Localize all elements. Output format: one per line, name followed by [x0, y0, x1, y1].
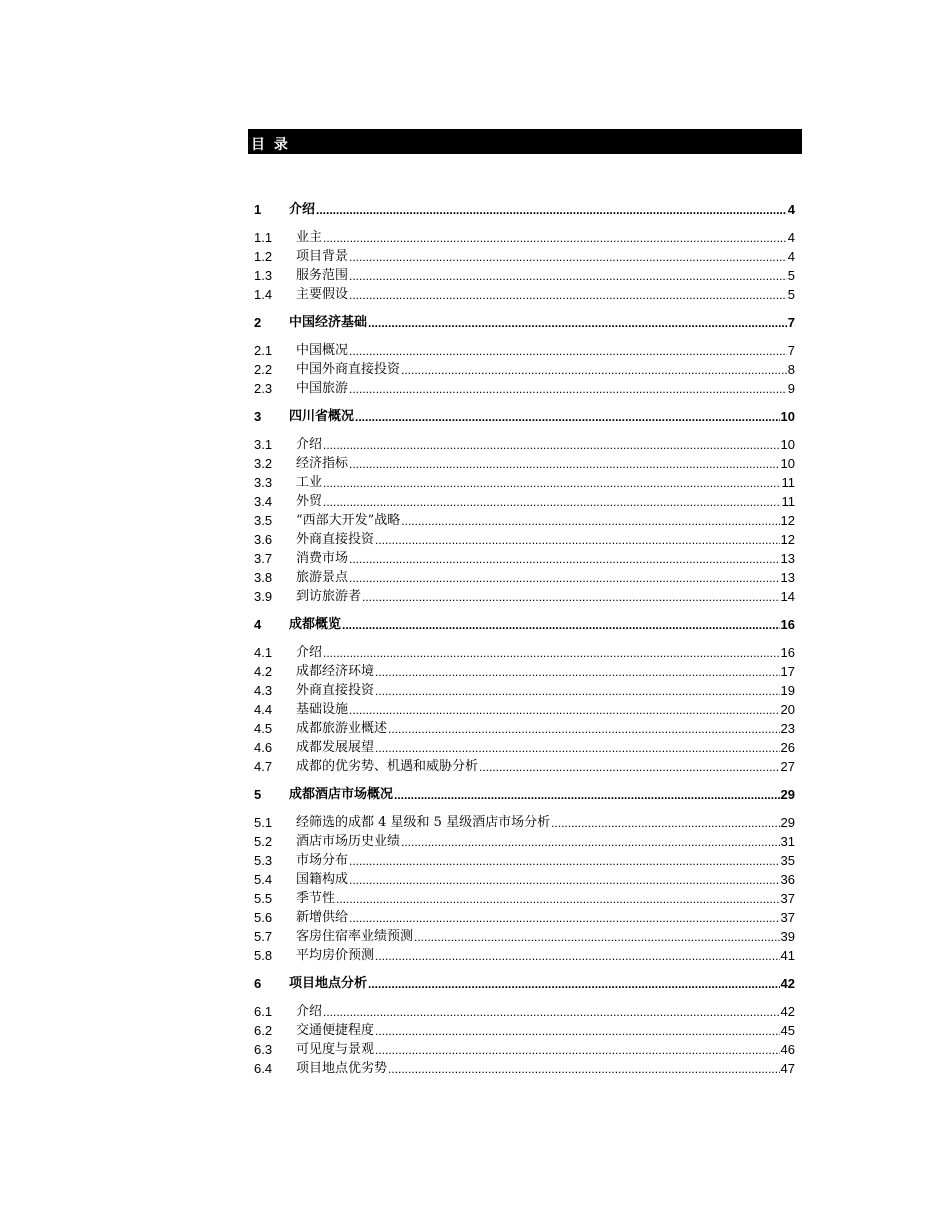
toc-section-row[interactable]: [254, 548, 795, 567]
toc-entry-page: 42: [780, 976, 795, 991]
toc-entry-title: 中国经济基础: [289, 315, 368, 330]
toc-chapter-row[interactable]: [254, 614, 795, 633]
toc-entry-title: 项目地点优劣势: [296, 1061, 388, 1076]
toc-entry-title: 成都酒店市场概况: [289, 787, 394, 802]
toc-entry-title: 交通便捷程度: [296, 1023, 375, 1038]
toc-dot-leader: [349, 287, 787, 303]
toc-dot-leader: [323, 475, 780, 491]
toc-entry-page: 12: [780, 513, 795, 528]
toc-section-row[interactable]: [254, 661, 795, 680]
toc-entry-number: 1.3: [254, 268, 273, 283]
toc-entry-page: 42: [780, 1004, 795, 1019]
toc-dot-leader: [375, 948, 780, 964]
toc-entry-number: 4.5: [254, 721, 273, 736]
toc-entry-page: 37: [780, 910, 795, 925]
toc-dot-leader: [323, 230, 787, 246]
toc-entry-page: 10: [780, 409, 795, 424]
toc-entry-page: 31: [780, 834, 795, 849]
toc-dot-leader: [342, 617, 780, 633]
toc-section-row[interactable]: [254, 812, 795, 831]
toc-section-row[interactable]: [254, 756, 795, 775]
toc-entry-number: 5.6: [254, 910, 273, 925]
toc-dot-leader: [323, 1004, 780, 1020]
toc-entry-title: 中国外商直接投资: [296, 362, 401, 377]
toc-section-row[interactable]: [254, 453, 795, 472]
toc-dot-leader: [349, 551, 780, 567]
toc-dot-leader: [401, 834, 780, 850]
toc-entry-number: 3.1: [254, 437, 273, 452]
toc-entry-number: 6: [254, 976, 262, 991]
toc-entry-title: 服务范围: [296, 268, 349, 283]
toc-entry-number: 5.8: [254, 948, 273, 963]
toc-section-row[interactable]: [254, 1058, 795, 1077]
toc-entry-number: 5.5: [254, 891, 273, 906]
toc-section-row[interactable]: [254, 491, 795, 510]
toc-entry-title: 平均房价预测: [296, 948, 375, 963]
toc-entry-page: 4: [787, 202, 795, 217]
toc-dot-leader: [349, 381, 787, 397]
toc-entry-number: 6.1: [254, 1004, 273, 1019]
toc-entry-page: 16: [780, 617, 795, 632]
toc-entry-title: 工业: [296, 475, 323, 490]
toc-entry-number: 2.2: [254, 362, 273, 377]
toc-dot-leader: [368, 976, 780, 992]
toc-entry-title: 成都发展展望: [296, 740, 375, 755]
toc-entry-number: 6.4: [254, 1061, 273, 1076]
toc-dot-leader: [349, 268, 787, 284]
toc-section-row[interactable]: [254, 227, 795, 246]
toc-entry-page: 4: [787, 249, 795, 264]
toc-entry-title: 介绍: [296, 645, 323, 660]
toc-entry-page: 16: [780, 645, 795, 660]
toc-entry-page: 5: [787, 287, 795, 302]
toc-entry-title: 经筛选的成都 4 星级和 5 星级酒店市场分析: [296, 815, 551, 830]
toc-entry-title: 消费市场: [296, 551, 349, 566]
toc-dot-leader: [336, 891, 780, 907]
toc-entry-title: 介绍: [296, 1004, 323, 1019]
toc-entry-number: 5: [254, 787, 262, 802]
toc-chapter-row[interactable]: [254, 199, 795, 218]
toc-dot-leader: [375, 683, 780, 699]
toc-entry-number: 5.4: [254, 872, 273, 887]
toc-dot-leader: [551, 815, 779, 831]
toc-dot-leader: [388, 721, 780, 737]
toc-dot-leader: [355, 409, 780, 425]
toc-entry-number: 5.7: [254, 929, 273, 944]
toc-dot-leader: [323, 437, 780, 453]
toc-section-row[interactable]: [254, 284, 795, 303]
toc-entry-page: 10: [780, 456, 795, 471]
toc-entry-page: 20: [780, 702, 795, 717]
toc-entry-number: 1.2: [254, 249, 273, 264]
toc-entry-number: 1.4: [254, 287, 273, 302]
toc-dot-leader: [349, 872, 780, 888]
toc-entry-page: 35: [780, 853, 795, 868]
toc-entry-title: 介绍: [296, 437, 323, 452]
toc-section-row[interactable]: [254, 642, 795, 661]
toc-entry-page: 11: [781, 475, 795, 490]
toc-section-row[interactable]: [254, 680, 795, 699]
toc-section-row[interactable]: [254, 831, 795, 850]
toc-entry-number: 6.3: [254, 1042, 273, 1057]
toc-dot-leader: [349, 570, 780, 586]
toc-chapter-row[interactable]: [254, 973, 795, 992]
toc-entry-number: 1.1: [254, 230, 273, 245]
toc-entry-page: 14: [780, 589, 795, 604]
toc-entry-title: 经济指标: [296, 456, 349, 471]
toc-section-row[interactable]: [254, 246, 795, 265]
toc-entry-number: 5.2: [254, 834, 273, 849]
toc-entry-page: 36: [780, 872, 795, 887]
toc-section-row[interactable]: [254, 926, 795, 945]
toc-dot-leader: [375, 532, 780, 548]
toc-entry-number: 3: [254, 409, 262, 424]
toc-entry-title: 成都概览: [289, 617, 342, 632]
toc-entry-page: 27: [780, 759, 795, 774]
toc-entry-number: 2.3: [254, 381, 273, 396]
toc-entry-title: 项目地点分析: [289, 976, 368, 991]
toc-entry-title: 酒店市场历史业绩: [296, 834, 401, 849]
toc-entry-title: 新增供给: [296, 910, 349, 925]
toc-dot-leader: [349, 853, 780, 869]
toc-entry-title: 市场分布: [296, 853, 349, 868]
toc-dot-leader: [349, 456, 780, 472]
toc-entry-page: 23: [780, 721, 795, 736]
toc-dot-leader: [349, 702, 780, 718]
toc-dot-leader: [323, 645, 780, 661]
toc-entry-title: 国籍构成: [296, 872, 349, 887]
toc-dot-leader: [375, 740, 780, 756]
toc-entry-number: 3.5: [254, 513, 273, 528]
toc-dot-leader: [349, 249, 787, 265]
toc-section-row[interactable]: [254, 359, 795, 378]
toc-entry-title: 可见度与景观: [296, 1042, 375, 1057]
toc-entry-page: 13: [780, 570, 795, 585]
toc-section-row[interactable]: [254, 472, 795, 491]
toc-entry-number: 4.7: [254, 759, 273, 774]
toc-entry-title: 主要假设: [296, 287, 349, 302]
toc-entry-number: 4.6: [254, 740, 273, 755]
toc-chapter-row[interactable]: [254, 406, 795, 425]
toc-dot-leader: [316, 202, 787, 218]
toc-entry-title: 旅游景点: [296, 570, 349, 585]
toc-entry-title: 基础设施: [296, 702, 349, 717]
toc-entry-number: 2: [254, 315, 262, 330]
toc-entry-page: 19: [780, 683, 795, 698]
toc-section-row[interactable]: [254, 567, 795, 586]
toc-section-row[interactable]: [254, 907, 795, 926]
toc-entry-title: 四川省概况: [289, 409, 355, 424]
toc-chapter-row[interactable]: [254, 784, 795, 803]
toc-entry-page: 47: [780, 1061, 795, 1076]
toc-entry-title: 中国概况: [296, 343, 349, 358]
toc-dot-leader: [375, 664, 780, 680]
toc-entry-number: 5.3: [254, 853, 273, 868]
toc-entry-number: 3.3: [254, 475, 273, 490]
toc-section-row[interactable]: [254, 1039, 795, 1058]
toc-entry-page: 45: [780, 1023, 795, 1038]
toc-entry-number: 4.2: [254, 664, 273, 679]
toc-section-row[interactable]: [254, 434, 795, 453]
toc-dot-leader: [375, 1023, 780, 1039]
toc-entry-title: 外商直接投资: [296, 532, 375, 547]
toc-entry-number: 4: [254, 617, 262, 632]
toc-section-row[interactable]: [254, 699, 795, 718]
toc-entry-title: 成都经济环境: [296, 664, 375, 679]
toc-heading: 目 录: [248, 129, 802, 154]
toc-section-row[interactable]: [254, 378, 795, 397]
toc-entry-number: 3.8: [254, 570, 273, 585]
toc-dot-leader: [401, 513, 779, 529]
toc-entry-title: 客房住宿率业绩预测: [296, 929, 414, 944]
toc-entry-page: 12: [780, 532, 795, 547]
toc-entry-page: 8: [787, 362, 795, 377]
toc-entry-title: 项目背景: [296, 249, 349, 264]
toc-entry-page: 13: [780, 551, 795, 566]
toc-section-row[interactable]: [254, 737, 795, 756]
toc-entry-number: 2.1: [254, 343, 273, 358]
toc-entry-page: 7: [787, 315, 795, 330]
toc-dot-leader: [349, 343, 787, 359]
toc-entry-page: 10: [780, 437, 795, 452]
toc-entry-page: 11: [781, 494, 795, 509]
toc-entry-title: 中国旅游: [296, 381, 349, 396]
toc-entry-number: 3.7: [254, 551, 273, 566]
toc-section-row[interactable]: [254, 586, 795, 605]
toc-dot-leader: [401, 362, 787, 378]
toc-entry-page: 26: [780, 740, 795, 755]
toc-entry-page: 37: [780, 891, 795, 906]
toc-entry-page: 9: [787, 381, 795, 396]
toc-dot-leader: [362, 589, 780, 605]
toc-section-row[interactable]: [254, 945, 795, 964]
toc-entry-page: 41: [780, 948, 795, 963]
toc-entry-page: 29: [780, 787, 795, 802]
toc-entry-number: 6.2: [254, 1023, 273, 1038]
toc-entry-number: 3.4: [254, 494, 273, 509]
toc-entry-number: 1: [254, 202, 262, 217]
toc-section-row[interactable]: [254, 869, 795, 888]
toc-entry-number: 3.2: [254, 456, 273, 471]
toc-section-row[interactable]: [254, 510, 795, 529]
toc-section-row[interactable]: [254, 529, 795, 548]
toc-section-row[interactable]: [254, 265, 795, 284]
toc-entry-title: 到访旅游者: [296, 589, 362, 604]
toc-section-row[interactable]: [254, 718, 795, 737]
toc-dot-leader: [394, 787, 780, 803]
toc-section-row[interactable]: [254, 1001, 795, 1020]
toc-entry-number: 4.1: [254, 645, 273, 660]
toc-section-row[interactable]: [254, 850, 795, 869]
toc-entry-page: 17: [780, 664, 795, 679]
toc-entry-number: 5.1: [254, 815, 273, 830]
toc-dot-leader: [368, 315, 787, 331]
toc-section-row[interactable]: [254, 888, 795, 907]
toc-entry-title: 外贸: [296, 494, 323, 509]
toc-entry-page: 39: [780, 929, 795, 944]
toc-entry-title: 介绍: [289, 202, 316, 217]
toc-section-row[interactable]: [254, 1020, 795, 1039]
toc-entry-page: 29: [780, 815, 795, 830]
toc-entry-title: 成都的优劣势、机遇和威胁分析: [296, 759, 479, 774]
toc-entry-page: 4: [787, 230, 795, 245]
toc-dot-leader: [323, 494, 780, 510]
toc-dot-leader: [375, 1042, 780, 1058]
toc-entry-title: 成都旅游业概述: [296, 721, 388, 736]
toc-dot-leader: [349, 910, 780, 926]
toc-dot-leader: [479, 759, 780, 775]
toc-entry-page: 46: [780, 1042, 795, 1057]
toc-dot-leader: [414, 929, 780, 945]
toc-entry-number: 4.4: [254, 702, 273, 717]
toc-entry-title: 业主: [296, 230, 323, 245]
toc-entry-number: 3.9: [254, 589, 273, 604]
toc-entry-title: 外商直接投资: [296, 683, 375, 698]
toc-entry-page: 5: [787, 268, 795, 283]
toc-dot-leader: [388, 1061, 780, 1077]
toc-entry-page: 7: [787, 343, 795, 358]
toc-entry-number: 4.3: [254, 683, 273, 698]
toc-entry-title: 季节性: [296, 891, 336, 906]
toc-entry-title: “西部大开发”战略: [296, 513, 401, 528]
toc-chapter-row[interactable]: [254, 312, 795, 331]
toc-entry-number: 3.6: [254, 532, 273, 547]
toc-section-row[interactable]: [254, 340, 795, 359]
